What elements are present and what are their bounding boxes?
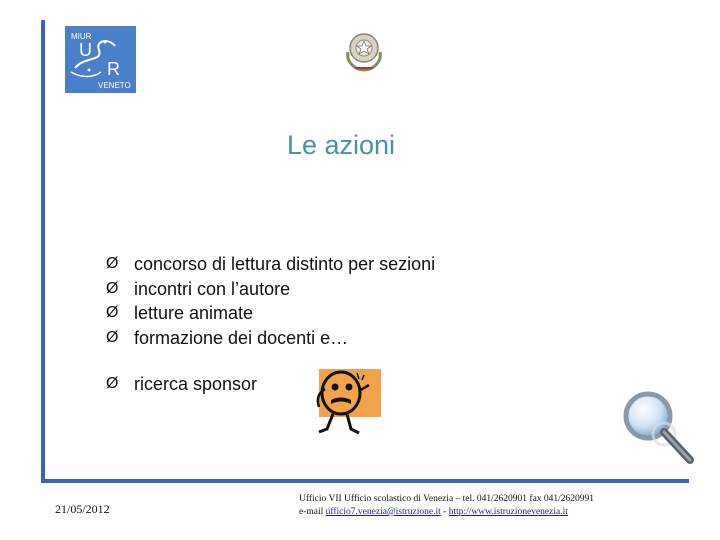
bullet-arrow-icon: Ø bbox=[106, 328, 119, 346]
usr-veneto-logo bbox=[65, 26, 136, 93]
left-border-rule bbox=[41, 20, 45, 482]
magnifying-glass-icon bbox=[620, 388, 698, 468]
footer-links bbox=[299, 506, 594, 519]
bullet-text: formazione dei docenti e… bbox=[134, 327, 349, 348]
footer-office: Ufficio VII Ufficio scolastico di Venezia – tel. 041/2620901 fax 041/2620991 bbox=[299, 494, 595, 504]
list-item bbox=[106, 372, 257, 396]
bullet-text: ricerca sponsor bbox=[134, 374, 258, 394]
bullet-arrow-icon: Ø bbox=[106, 255, 119, 272]
bullet-list bbox=[106, 252, 435, 350]
footer-email-prefix: e-mail bbox=[299, 507, 326, 517]
logo-line1: MIUR bbox=[71, 32, 92, 41]
footer-contact bbox=[299, 493, 594, 519]
logo-letter1: U bbox=[79, 40, 92, 60]
bottom-border-rule bbox=[41, 479, 689, 483]
extra-bullet-list bbox=[106, 372, 257, 396]
logo-letter2: R bbox=[107, 59, 120, 79]
bullet-arrow-icon: Ø bbox=[106, 279, 119, 297]
bullet-text: incontri con l’autore bbox=[134, 278, 291, 299]
footer-separator: - bbox=[440, 507, 449, 517]
worried-cartoon-face-icon bbox=[309, 367, 385, 441]
bullet-text: letture animate bbox=[134, 303, 254, 323]
slide-date: 21/05/2012 bbox=[55, 502, 110, 516]
list-item bbox=[106, 301, 435, 326]
footer-website-link[interactable]: http://www.istruzionevenezia.it bbox=[448, 507, 568, 517]
footer-email-link[interactable]: ufficio7.venezia@istruzione.it bbox=[325, 507, 441, 517]
logo-line2: VENETO bbox=[98, 81, 131, 90]
bullet-arrow-icon: Ø bbox=[106, 304, 119, 321]
bullet-text: concorso di lettura distinto per sezioni bbox=[134, 254, 436, 274]
slide-title: Le azioni bbox=[286, 130, 396, 160]
bullet-arrow-icon: Ø bbox=[106, 375, 119, 392]
italian-republic-emblem-icon bbox=[341, 26, 387, 74]
list-item bbox=[106, 277, 435, 302]
list-item bbox=[106, 252, 435, 277]
list-item bbox=[106, 326, 435, 351]
